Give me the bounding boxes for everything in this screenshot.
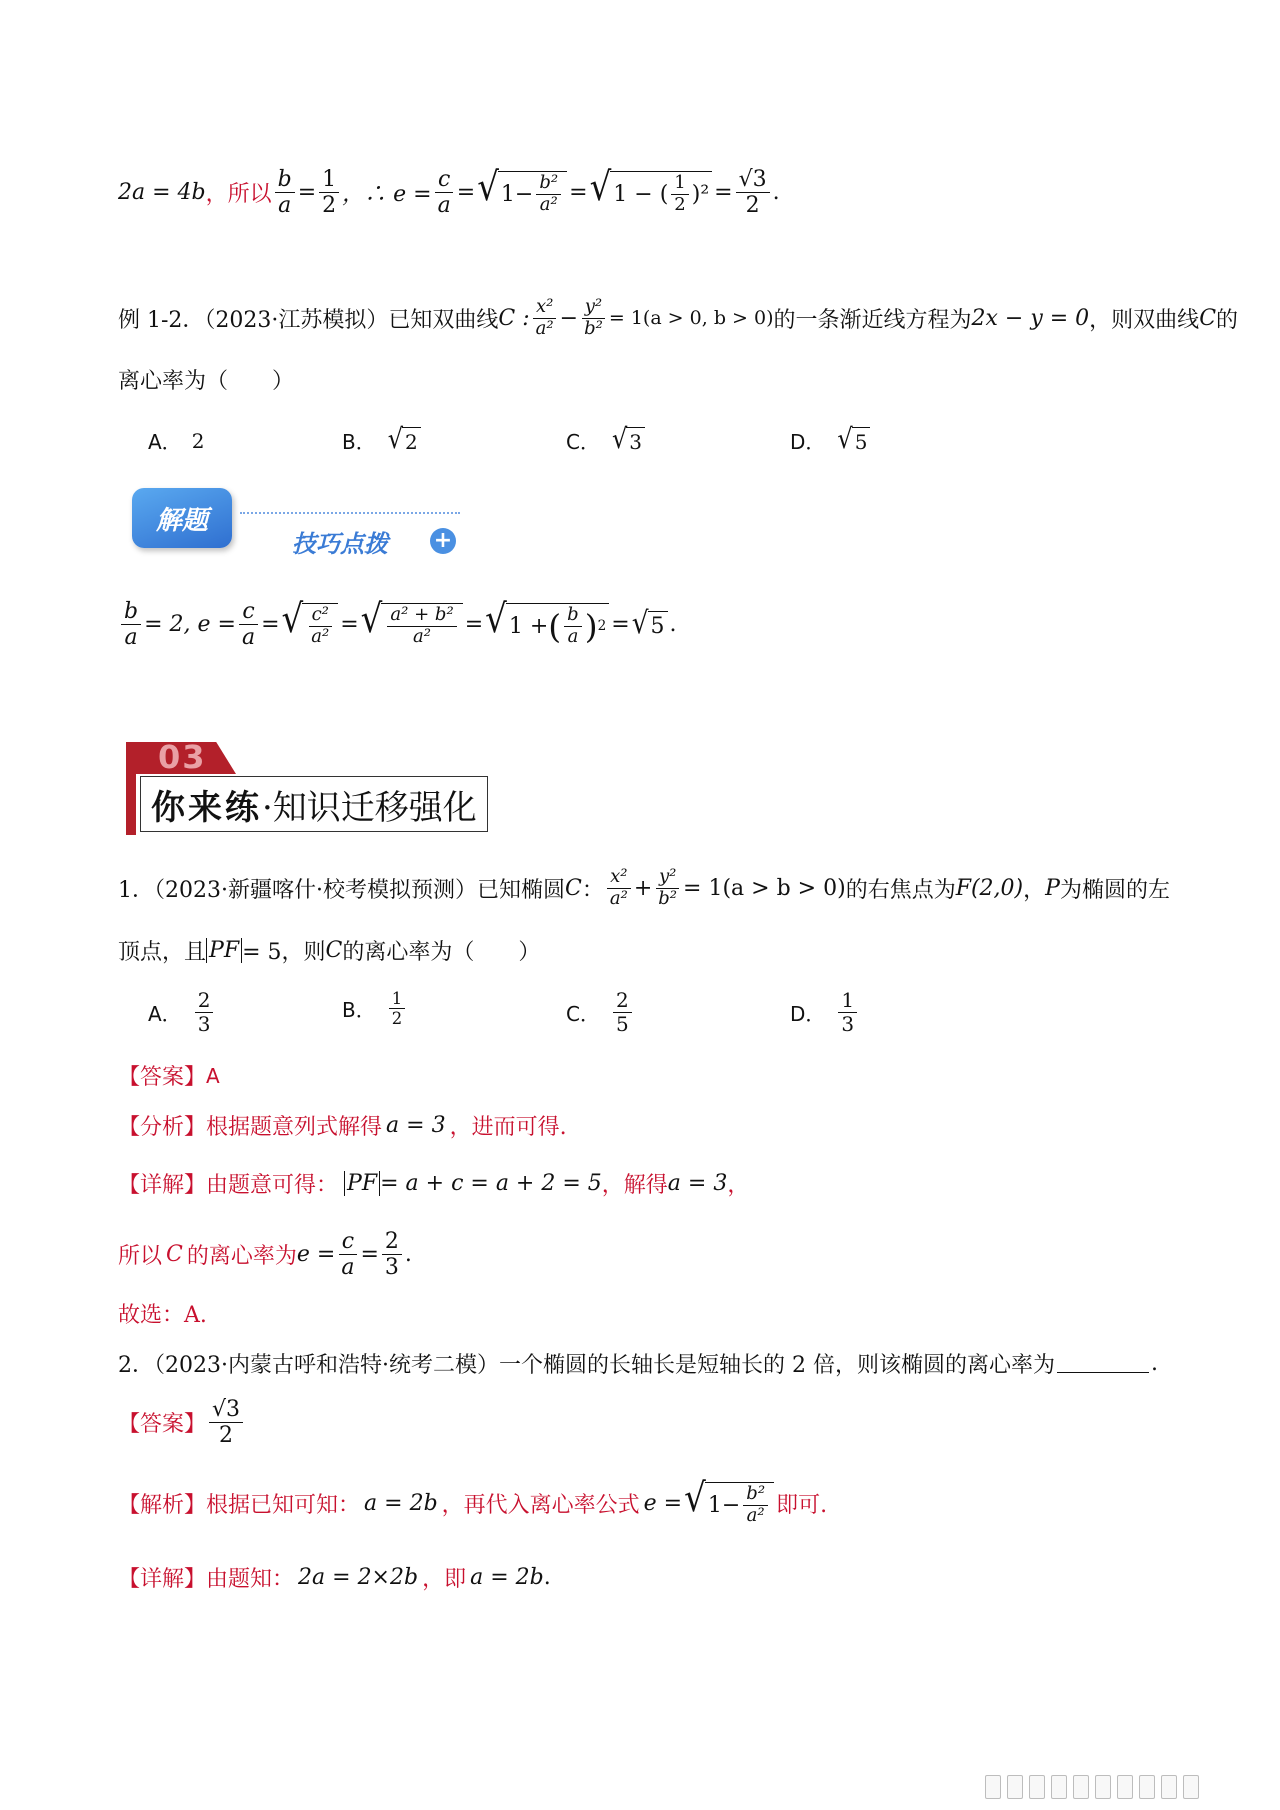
sqrt-expression-2: √ 1 − ( $\frac{1}{2}$ )² bbox=[590, 171, 713, 215]
q1-option-d: D． $\frac{1}{3}$ bbox=[790, 990, 860, 1035]
q1-option-c: C． $\frac{2}{5}$ bbox=[566, 990, 635, 1035]
so-text: ，所以 bbox=[205, 182, 272, 208]
example-option-d: D． √ 5 bbox=[790, 426, 872, 455]
q1-option-b: B． $\frac{1}{2}$ bbox=[342, 990, 408, 1027]
eq-2a-4b: 2a = 4b bbox=[118, 180, 206, 206]
plus-circle-icon: + bbox=[430, 528, 456, 554]
example-option-b: B． √ 2 bbox=[342, 426, 423, 455]
fraction-c-a: $\frac{c}{a}$ bbox=[435, 168, 454, 217]
sqrt-1-plus-ba2: √ 1 + ( $\frac{b}{a}$ ) 2 bbox=[485, 603, 609, 647]
answer-blank bbox=[1057, 1354, 1149, 1373]
example-option-a: A． 2 bbox=[148, 428, 205, 454]
badge-dotted-line bbox=[240, 512, 460, 514]
fraction-c-a: $\frac{c}{a}$ bbox=[239, 600, 258, 649]
fraction-x2-a2: $\frac{\text{x²}}{\text{a²}}$ bbox=[607, 868, 631, 909]
q1-detail: 【详解】 由题意可得： PF = a + c = a + 2 = 5 ，解得 a = 3 ， bbox=[118, 1171, 750, 1198]
q2-analysis: 【解析】 根据已知可知： a = 2b ，再代入离心率公式 e = √ 1− $\frac{\text{b²}}{\text{a²}}$ 即可. bbox=[118, 1475, 828, 1526]
solution-tip-badge: 解题 bbox=[132, 488, 232, 548]
q2-answer: 【答案】 $\frac{√3}{2}$ bbox=[118, 1398, 246, 1447]
q1-choose: 故选：A. bbox=[118, 1303, 207, 1328]
q2-detail: 【详解】 由题知： 2a = 2×2b ，即 a = 2b . bbox=[118, 1565, 551, 1592]
section-number: 03 bbox=[158, 738, 207, 776]
example-1-2-line-1: 例 1-2．（2023·江苏模拟）已知双曲线 C : $\frac{\text{x²}}{\text{a²}}$ − $\frac{\text{y²}}{\text{b²}}$ = 1(a > 0, b > 0) 的一条渐近线方程为 2x − y = 0 ，则双曲线 C 的 bbox=[118, 296, 1239, 339]
watermark-logo bbox=[985, 1775, 1255, 1799]
asymptote-equation: 2x − y = 0 bbox=[971, 305, 1090, 331]
sqrt-expression-1: √ 1− $\frac{\text{b²}}{\text{a²}}$ bbox=[477, 171, 567, 215]
fraction-1-2: $\frac{1}{2}$ bbox=[319, 168, 339, 217]
q1-analysis: 【分析】 根据题意列式解得 a = 3 ，进而可得. bbox=[118, 1113, 567, 1140]
fraction-y2-b2: $\frac{\text{y²}}{\text{b²}}$ bbox=[581, 298, 606, 339]
sqrt-a2-b2-a2: √ $\frac{\text{a² + b²}}{\text{a²}}$ bbox=[361, 603, 463, 647]
q1-line-1: 1．（2023·新疆喀什·校考模拟预测）已知椭圆 C ： $\frac{\text{x²}}{\text{a²}}$ + $\frac{\text{y²}}{\text{b²}}$ = 1(a > b > 0) 的右焦点为 F(2,0) ， P 为椭圆的左 bbox=[118, 866, 1170, 909]
fraction-y2-b2: $\frac{\text{y²}}{\text{b²}}$ bbox=[655, 868, 680, 909]
focus-point: F(2,0) bbox=[955, 875, 1024, 901]
tip-equation: $\frac{b}{a}$ = 2, e = $\frac{c}{a}$ = √ $\frac{\text{c²}}{\text{a²}}$ = √ $\frac{\text{a² + b²}}{\text{a²}}$ = √ 1 + ( $\frac{b}{a}$ ) 2 = √ 5 . bbox=[118, 600, 677, 649]
example-option-c: C． √ 3 bbox=[566, 426, 647, 455]
q1-line-2: 顶点，且 PF = 5，则 C 的离心率为（ ） bbox=[118, 938, 541, 965]
badge-subtitle: 技巧点拨 bbox=[292, 530, 388, 558]
fraction-b-a: $\frac{b}{a}$ bbox=[121, 600, 141, 649]
fraction-x2-a2: $\frac{\text{x²}}{\text{a²}}$ bbox=[533, 298, 557, 339]
abs-pf: PF bbox=[206, 938, 242, 963]
section-bar bbox=[126, 773, 136, 835]
q1-answer: 【答案】 A bbox=[118, 1063, 220, 1090]
sqrt-c2-a2: √ $\frac{\text{c²}}{\text{a²}}$ bbox=[282, 603, 339, 647]
example-label: 例 1-2．（2023·江苏模拟）已知双曲线 bbox=[118, 307, 499, 333]
q1-conclusion: 所以 C 的离心率为 e = $\frac{c}{a}$ = $\frac{2}{3}$ . bbox=[118, 1229, 412, 1281]
sqrt-5: √ 5 bbox=[632, 611, 668, 639]
fraction-b-a: $\frac{b}{a}$ bbox=[275, 168, 295, 217]
result-sqrt3-over-2: $\frac{√3}{2}$ bbox=[736, 168, 770, 217]
fraction-2-3: $\frac{2}{3}$ bbox=[382, 1230, 402, 1279]
q2-line-1: 2．（2023·内蒙古呼和浩特·统考二模）一个椭圆的长轴长是短轴长的 2 倍，则该椭圆的离心率为 . bbox=[118, 1351, 1158, 1378]
example-1-2-line-2: 离心率为（ ） bbox=[118, 369, 295, 394]
fraction-c-a: $\frac{c}{a}$ bbox=[338, 1230, 357, 1279]
therefore-e: ，∴ e = bbox=[342, 182, 432, 208]
q1-option-a: A． $\frac{2}{3}$ bbox=[148, 990, 216, 1035]
section-title: 你来练 ·知识迁移强化 bbox=[140, 776, 488, 832]
solution-line-1: 2a = 4b ，所以 $\frac{b}{a}$ = $\frac{1}{2}$ ，∴ e = $\frac{c}{a}$ = √ 1− $\frac{\text{b²}}{\text{a²}}$ = √ 1 − ( $\frac{1}{2}$ )² = $\frac{√3}{2}$ . bbox=[118, 163, 780, 219]
